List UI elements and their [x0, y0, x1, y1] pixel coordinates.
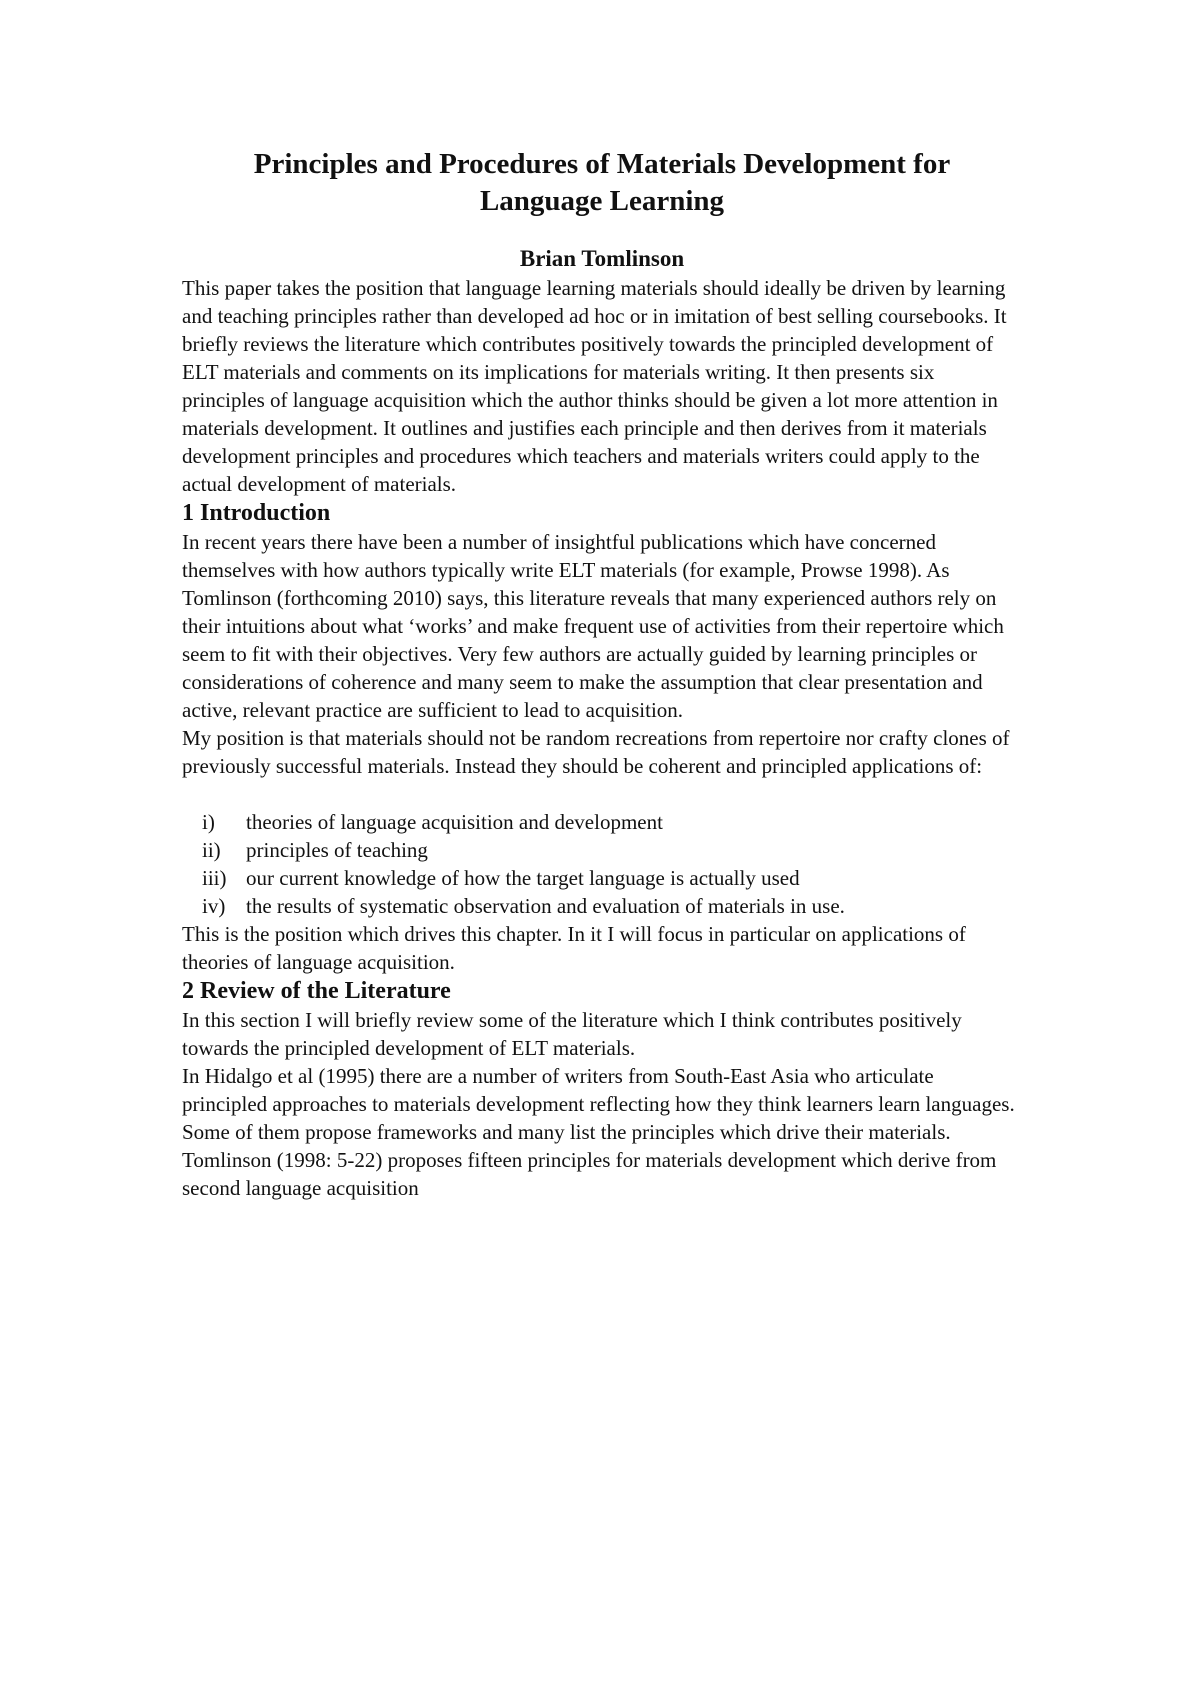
review-paragraph-1: In this section I will briefly review some of the literature which I think contributes positively towards the principled development of ELT materials.	[182, 1008, 962, 1060]
list-item-number: iii)	[202, 866, 227, 890]
list-item-text: our current knowledge of how the target language is actually used	[246, 866, 800, 890]
list-item	[182, 864, 1022, 892]
list-item-text: the results of systematic observation and evaluation of materials in use.	[246, 894, 845, 918]
list-item-text: theories of language acquisition and development	[246, 810, 663, 834]
paper-title	[172, 146, 1032, 220]
list-item	[182, 808, 1022, 836]
section-heading-review: 2 Review of the Literature	[182, 978, 451, 1004]
introduction-paragraph-1: In recent years there have been a number of insightful publications which have concerned themselves with how authors typically write ELT materials (for example, Prowse 1998). As Tomlinson (forthcoming 2010) says, this literature reveals that many experienced authors rely on their intuitions about what ‘works’ and make frequent use of activities from their repertoire which seem to fit with their objectives. Very few authors are actually guided by learning principles or considerations of coherence and many seem to make the assumption that clear presentation and active, relevant practice are sufficient to lead to acquisition.	[182, 530, 1004, 722]
paper-title-line-1: Principles and Procedures of Materials Development for	[253, 148, 951, 180]
applications-list	[182, 808, 1022, 920]
list-item-number: iv)	[202, 894, 226, 918]
paper-title-line-2: Language Learning	[479, 185, 725, 217]
list-item	[182, 892, 1022, 920]
list-item	[182, 836, 1022, 864]
review-paragraph-2: In Hidalgo et al (1995) there are a number of writers from South-East Asia who articulate principled approaches to materials development reflecting how they think learners learn languages. Some of them propose frameworks and many list the principles which drive their materials. Tomlinson (1998: 5-22) proposes fifteen principles for materials development which derive from second language acquisition	[182, 1064, 1015, 1200]
introduction-paragraph-2: My position is that materials should not be random recreations from repertoire nor crafty clones of previously successful materials. Instead they should be coherent and principled applications of:	[182, 726, 1010, 778]
list-item-number: ii)	[202, 838, 221, 862]
abstract-paragraph: This paper takes the position that language learning materials should ideally be driven by learning and teaching principles rather than developed ad hoc or in imitation of best selling coursebooks. It briefly reviews the literature which contributes positively towards the principled development of ELT materials and comments on its implications for materials writing. It then presents six principles of language acquisition which the author thinks should be given a lot more attention in materials development. It outlines and justifies each principle and then derives from it materials development principles and procedures which teachers and materials writers could apply to the actual development of materials.	[182, 276, 1007, 496]
paper-author: Brian Tomlinson	[519, 246, 685, 271]
list-item-number: i)	[202, 810, 215, 834]
list-item-text: principles of teaching	[246, 838, 428, 862]
page-content	[182, 146, 1022, 1202]
introduction-paragraph-3: This is the position which drives this chapter. In it I will focus in particular on applications of theories of language acquisition.	[182, 922, 966, 974]
section-heading-introduction: 1 Introduction	[182, 500, 331, 526]
